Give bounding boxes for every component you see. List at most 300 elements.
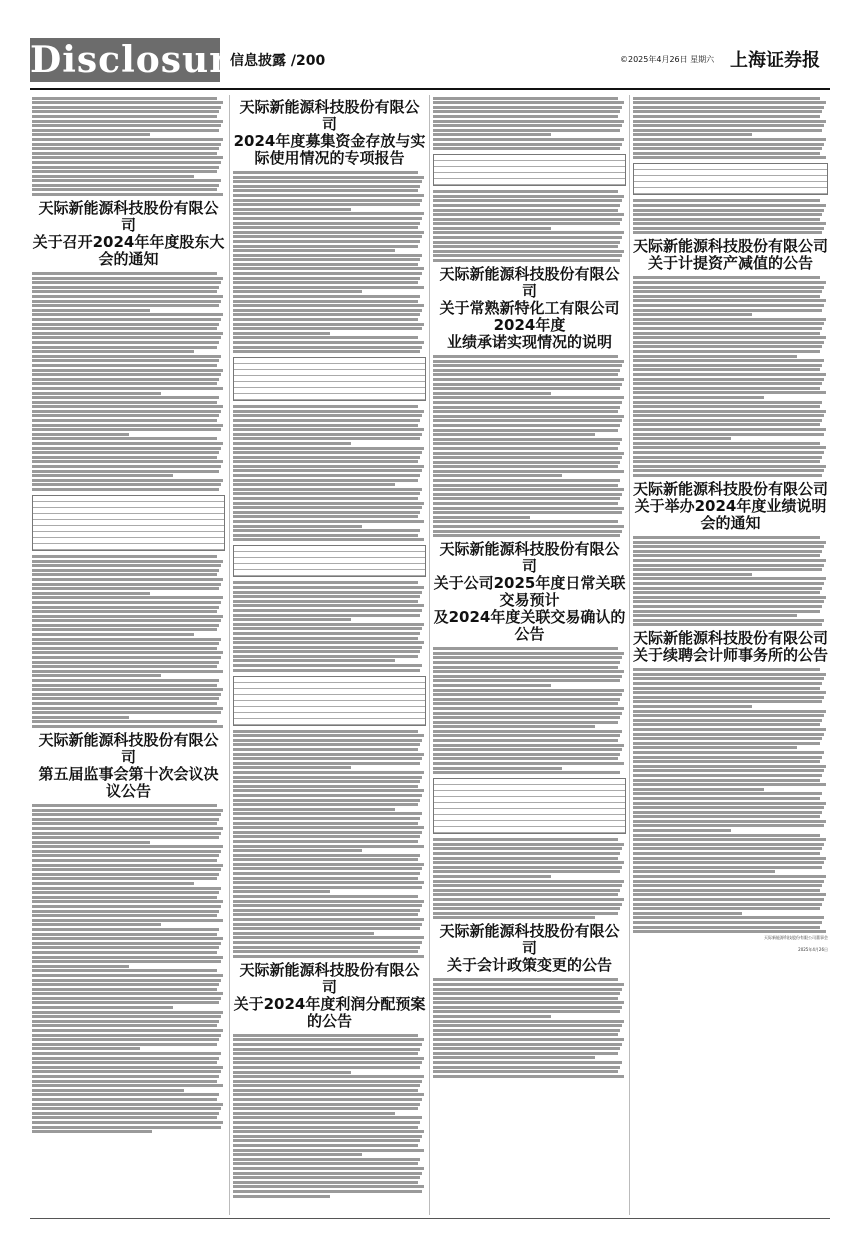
text-line — [633, 550, 822, 553]
text-line — [32, 813, 221, 816]
text-line — [433, 204, 620, 207]
text-line — [633, 559, 826, 562]
text-line — [633, 396, 764, 399]
text-line — [233, 785, 418, 788]
text-line — [433, 143, 622, 146]
text-line — [233, 460, 418, 463]
text-line — [32, 106, 221, 109]
text-line — [233, 1158, 420, 1161]
text-line — [32, 161, 221, 164]
text-line — [633, 696, 824, 699]
text-line — [433, 721, 618, 724]
text-line — [633, 619, 824, 622]
text-line — [32, 1061, 217, 1064]
text-line — [32, 905, 221, 908]
text-line — [633, 222, 826, 225]
text-line — [233, 845, 424, 848]
text-line — [233, 341, 424, 344]
text-line — [633, 829, 731, 832]
text-line — [433, 997, 618, 1000]
text-line — [433, 983, 624, 986]
agenda-table — [32, 495, 225, 551]
text-line — [32, 1075, 219, 1078]
text-line — [433, 254, 622, 257]
text-line — [233, 669, 420, 672]
text-line — [433, 250, 624, 253]
text-line — [233, 941, 422, 944]
text-line — [433, 843, 624, 846]
text-line — [233, 900, 424, 903]
article-7 — [433, 923, 626, 1077]
text-line — [32, 179, 221, 182]
text-line — [32, 1015, 221, 1018]
text-line — [433, 684, 551, 687]
text-line — [32, 277, 223, 280]
text-line — [633, 596, 826, 599]
text-line — [32, 960, 221, 963]
text-line — [233, 780, 420, 783]
text-line — [633, 610, 820, 613]
text-line — [233, 867, 422, 870]
article-title: 天际新能源科技股份有限公司 关于续聘会计师事务所的公告 — [633, 629, 829, 665]
text-line — [433, 847, 622, 850]
text-line — [233, 300, 418, 303]
text-line — [32, 138, 223, 141]
text-line — [633, 120, 826, 123]
text-line — [233, 627, 422, 630]
article-title: 天际新能源科技股份有限公司 关于公司2025年度日常关联交易预计 及2024年度关联交易确认的公告 — [433, 540, 626, 644]
text-line — [32, 674, 161, 677]
text-line — [32, 573, 217, 576]
text-line — [633, 554, 820, 557]
text-line — [233, 1139, 420, 1142]
text-line — [32, 1116, 217, 1119]
text-line — [233, 235, 422, 238]
text-line — [633, 437, 731, 440]
text-line — [633, 465, 826, 468]
text-line — [32, 442, 223, 445]
text-line — [32, 665, 217, 668]
text-line — [233, 447, 424, 450]
text-line — [633, 875, 826, 878]
text-line — [433, 115, 618, 118]
article-title: 天际新能源科技股份有限公司 关于举办2024年度业绩说明会的通知 — [633, 480, 829, 532]
text-line — [32, 887, 221, 890]
text-line — [633, 124, 824, 127]
text-line — [233, 456, 420, 459]
text-line — [633, 401, 822, 404]
text-line — [32, 725, 223, 728]
text-line — [633, 106, 824, 109]
header-rule — [30, 88, 830, 90]
text-line — [32, 410, 221, 413]
text-line — [433, 259, 620, 262]
text-line — [32, 428, 221, 431]
text-line — [32, 647, 217, 650]
text-line — [233, 650, 420, 653]
text-line — [32, 711, 221, 714]
text-line — [32, 143, 221, 146]
text-line — [433, 689, 624, 692]
text-line — [233, 762, 420, 765]
text-line — [633, 101, 826, 104]
text-line — [433, 889, 620, 892]
text-line — [433, 907, 620, 910]
text-line — [32, 596, 223, 599]
text-line — [32, 1006, 173, 1009]
text-line — [433, 387, 620, 390]
text-line — [233, 748, 418, 751]
text-line — [32, 1084, 223, 1087]
text-line — [233, 946, 420, 949]
text-line — [633, 382, 822, 385]
text-line — [32, 569, 219, 572]
article-title: 天际新能源科技股份有限公司 关于召开2024年年度股东大会的通知 — [32, 199, 225, 269]
text-line — [633, 582, 824, 585]
text-line — [633, 227, 824, 230]
text-line — [433, 511, 622, 514]
text-line — [233, 1034, 418, 1037]
text-line — [32, 956, 223, 959]
text-line — [233, 277, 420, 280]
text-line — [233, 479, 418, 482]
text-line — [233, 419, 420, 422]
text-line — [32, 346, 217, 349]
text-line — [32, 184, 219, 187]
text-line — [233, 581, 418, 584]
text-line — [32, 988, 217, 991]
text-line — [433, 222, 620, 225]
text-line — [433, 880, 624, 883]
text-line — [433, 916, 595, 919]
text-line — [633, 857, 826, 860]
text-line — [32, 615, 223, 618]
text-line — [233, 497, 418, 500]
fund-table — [233, 357, 426, 401]
text-line — [32, 175, 194, 178]
text-line — [433, 702, 618, 705]
column-2 — [233, 95, 426, 1199]
text-line — [633, 209, 824, 212]
text-line — [233, 231, 424, 234]
text-line — [433, 227, 551, 230]
text-line — [433, 378, 624, 381]
text-line — [233, 909, 420, 912]
text-line — [32, 188, 217, 191]
text-line — [233, 849, 362, 852]
text-line — [633, 341, 824, 344]
text-line — [32, 488, 219, 491]
text-line — [433, 456, 622, 459]
text-line — [633, 797, 820, 800]
text-line — [433, 474, 562, 477]
text-line — [233, 222, 420, 225]
text-line — [233, 840, 418, 843]
text-line — [32, 1038, 219, 1041]
text-line — [32, 1107, 221, 1110]
text-line — [233, 1052, 418, 1055]
text-line — [32, 405, 223, 408]
text-line — [433, 245, 618, 248]
text-line — [433, 675, 622, 678]
text-line — [433, 129, 620, 132]
text-line — [233, 295, 420, 298]
text-line — [433, 857, 618, 860]
text-line — [433, 870, 620, 873]
text-line — [32, 1121, 223, 1124]
text-line — [233, 323, 424, 326]
text-line — [32, 592, 150, 595]
text-line — [233, 171, 418, 174]
text-line — [32, 919, 223, 922]
text-line — [233, 1071, 351, 1074]
text-line — [233, 739, 422, 742]
text-line — [233, 346, 422, 349]
text-line — [32, 1112, 219, 1115]
column-3 — [433, 95, 626, 1079]
text-line — [32, 433, 129, 436]
text-line — [32, 392, 161, 395]
text-line — [633, 199, 820, 202]
text-line — [433, 525, 624, 528]
text-line — [433, 978, 618, 981]
text-line — [633, 691, 826, 694]
text-line — [433, 1006, 622, 1009]
text-line — [32, 483, 221, 486]
text-line — [233, 506, 422, 509]
text-line — [32, 382, 217, 385]
text-line — [633, 788, 764, 791]
text-line — [233, 267, 424, 270]
text-line — [32, 633, 194, 636]
text-line — [32, 300, 221, 303]
text-line — [633, 469, 824, 472]
text-line — [32, 424, 223, 427]
text-line — [233, 895, 418, 898]
text-line — [32, 387, 223, 390]
text-line — [433, 903, 622, 906]
text-line — [433, 209, 618, 212]
text-line — [633, 921, 822, 924]
text-line — [433, 1070, 618, 1073]
text-line — [633, 870, 775, 873]
text-line — [233, 332, 330, 335]
text-line — [633, 779, 820, 782]
text-line — [433, 442, 620, 445]
text-line — [233, 272, 422, 275]
text-line — [32, 656, 221, 659]
text-line — [633, 446, 826, 449]
text-line — [633, 898, 824, 901]
text-line — [433, 241, 620, 244]
text-line — [32, 845, 223, 848]
text-line — [633, 806, 824, 809]
text-line — [233, 212, 424, 215]
text-line — [32, 651, 223, 654]
text-line — [633, 838, 826, 841]
text-line — [233, 189, 418, 192]
text-line — [633, 322, 824, 325]
text-line — [433, 707, 624, 710]
text-line — [433, 147, 620, 150]
text-line — [233, 304, 424, 307]
text-line — [233, 757, 422, 760]
text-line — [32, 679, 219, 682]
text-line — [433, 415, 624, 418]
text-line — [633, 299, 826, 302]
text-line — [233, 600, 418, 603]
text-line — [433, 1066, 620, 1069]
text-line — [433, 875, 551, 878]
text-line — [32, 693, 221, 696]
text-line — [32, 1052, 221, 1055]
text-line — [433, 884, 622, 887]
text-line — [633, 332, 820, 335]
text-line — [633, 893, 826, 896]
text-line — [633, 820, 826, 823]
text-line — [32, 1089, 184, 1092]
text-line — [233, 217, 422, 220]
text-line — [233, 1181, 418, 1184]
text-line — [633, 600, 824, 603]
text-line — [633, 138, 826, 141]
text-line — [233, 730, 418, 733]
text-line — [433, 493, 622, 496]
text-line — [633, 577, 826, 580]
text-line — [433, 679, 620, 682]
text-line — [433, 898, 624, 901]
text-line — [433, 424, 620, 427]
text-line — [32, 900, 223, 903]
text-line — [233, 659, 395, 662]
text-line — [32, 914, 217, 917]
article-10 — [633, 630, 828, 953]
text-line — [433, 497, 620, 500]
text-line — [633, 903, 822, 906]
text-line — [32, 336, 221, 339]
text-line — [633, 290, 822, 293]
text-line — [233, 886, 422, 889]
text-line — [433, 656, 622, 659]
text-line — [433, 716, 620, 719]
text-line — [32, 969, 217, 972]
text-line — [32, 1011, 223, 1014]
text-line — [233, 789, 424, 792]
page-header — [30, 38, 830, 84]
text-line — [233, 936, 424, 939]
text-line — [633, 423, 820, 426]
text-line — [433, 120, 624, 123]
disclosure-logo: Disclosure — [30, 39, 254, 81]
text-line — [233, 1185, 424, 1188]
text-line — [233, 350, 420, 353]
text-line — [633, 587, 822, 590]
text-line — [32, 369, 223, 372]
text-line — [233, 822, 418, 825]
text-line — [233, 424, 418, 427]
text-line — [433, 479, 620, 482]
text-line — [32, 822, 217, 825]
article-6 — [433, 541, 626, 919]
text-line — [32, 850, 221, 853]
text-line — [633, 852, 820, 855]
text-line — [233, 872, 420, 875]
column-4 — [633, 95, 828, 959]
text-line — [633, 451, 824, 454]
text-line — [633, 916, 824, 919]
text-line — [433, 364, 622, 367]
text-line — [32, 1043, 217, 1046]
text-line — [233, 176, 424, 179]
text-line — [633, 573, 752, 576]
text-line — [32, 120, 223, 123]
text-line — [32, 624, 219, 627]
text-line — [233, 923, 422, 926]
text-line — [433, 429, 618, 432]
text-line — [433, 748, 622, 751]
text-line — [32, 115, 217, 118]
text-line — [233, 180, 422, 183]
text-line — [633, 364, 822, 367]
text-line — [32, 979, 221, 982]
text-line — [633, 760, 820, 763]
text-line — [433, 866, 622, 869]
text-line — [233, 290, 362, 293]
text-line — [32, 583, 221, 586]
text-line — [633, 737, 822, 740]
text-line — [32, 1047, 140, 1050]
text-line — [32, 290, 217, 293]
text-line — [32, 332, 223, 335]
text-line — [633, 345, 822, 348]
text-line — [233, 1153, 362, 1156]
article-9 — [633, 481, 828, 626]
text-line — [233, 812, 422, 815]
text-line — [433, 1015, 551, 1018]
text-line — [433, 447, 618, 450]
text-line — [233, 776, 422, 779]
text-line — [433, 138, 624, 141]
text-line — [32, 896, 217, 899]
text-line — [233, 469, 422, 472]
text-line — [633, 710, 826, 713]
text-line — [233, 254, 422, 257]
text-line — [32, 638, 221, 641]
text-line — [233, 623, 424, 626]
text-line — [233, 1089, 418, 1092]
text-line — [32, 832, 221, 835]
text-line — [233, 502, 424, 505]
text-line — [32, 928, 219, 931]
text-line — [32, 437, 217, 440]
text-line — [433, 213, 624, 216]
text-line — [32, 364, 217, 367]
text-line — [32, 1024, 217, 1027]
text-line — [233, 618, 351, 621]
text-line — [633, 723, 820, 726]
text-line — [633, 751, 824, 754]
text-line — [633, 355, 797, 358]
text-line — [633, 536, 820, 539]
text-line — [233, 955, 424, 958]
text-line — [633, 152, 820, 155]
text-line — [633, 368, 820, 371]
text-line — [633, 884, 822, 887]
text-line — [32, 974, 223, 977]
text-line — [633, 765, 826, 768]
text-line — [32, 992, 223, 995]
text-line — [633, 866, 822, 869]
